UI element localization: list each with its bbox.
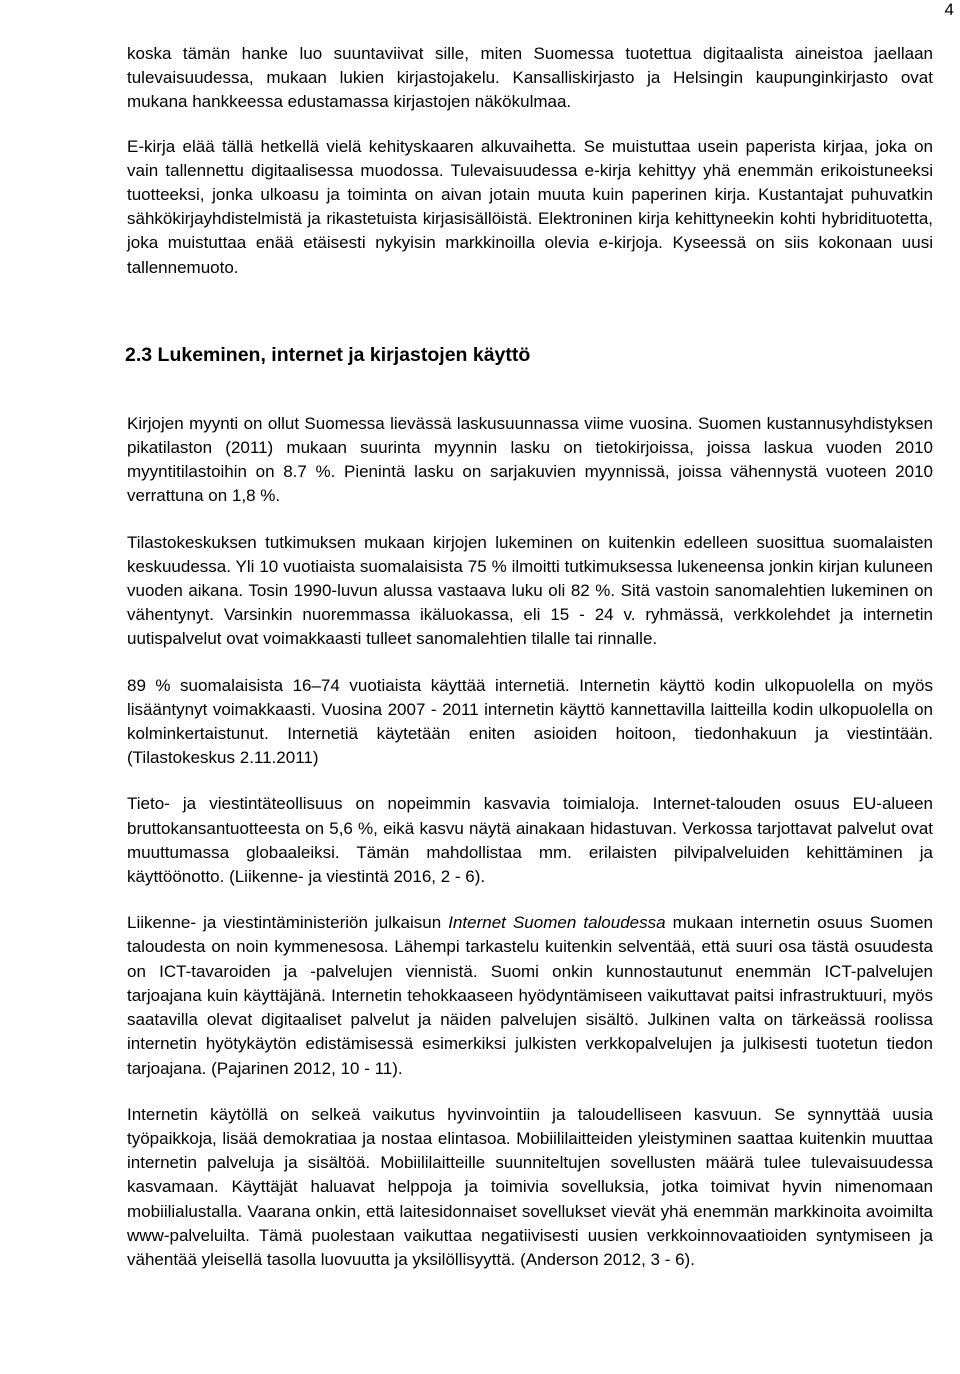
page-number: 4	[944, 0, 954, 19]
report-title: Internet Suomen taloudessa	[448, 913, 666, 933]
document-body	[127, 42, 933, 1272]
paragraph-internet-usage: 89 % suomalaisista 16–74 vuotiaista käyttää internetiä. Internetin käyttö kodin ulkopuolella on myös lisääntynyt voimakkaasti. Vuosina 2007 - 2011 internetin käyttö kannettavilla laitteilla kodin ulkopuolella on kolminkertaistunut. Internetiä käytetään eniten asioiden hoitoon, tiedonhakuun ja viestintään. (Tilastokeskus 2.11.2011)	[127, 675, 933, 768]
paragraph-ict-industry: Tieto- ja viestintäteollisuus on nopeimmin kasvavia toimialoja. Internet-talouden osuus EU-alueen bruttokansantuotteesta on 5,6 %, eikä kasvu näytä ainakaan hidastuvan. Verkossa tarjottavat palvelut ovat muuttumassa globaaleiksi. Tämän mahdollistaa mm. erilaisten pilvipalveluiden kehittäminen ja käyttöönotto. (Liikenne- ja viestintä 2016, 2 - 6).	[127, 794, 933, 887]
paragraph-internet-economy	[127, 911, 933, 1080]
section-number: 2.3	[125, 343, 153, 366]
section-title: Lukeminen, internet ja kirjastojen käyttö	[157, 343, 531, 366]
report-text-after: mukaan internetin osuus Suomen taloudesta on noin kymmenesosa. Lähempi tarkastelu kuitenkin selventää, että suuri osa tästä osuudesta on ICT-tavaroiden ja -palvelujen viennistä. Suomi onkin kunnostautunut enemmän ICT-palvelujen tarjoajana kuin käyttäjänä. Internetin tehokkaaseen hyödyntämiseen vaikuttavat paitsi infrastruktuuri, myös saatavilla olevat digitaaliset palvelut ja näiden palvelujen sisältö. Julkinen valta on tärkeässä roolissa internetin hyötykäytön edistämisessä esimerkiksi julkisten verkkopalvelujen ja julkisesti tuotetun tiedon tarjoajana. (Pajarinen 2012, 10 - 11).	[127, 913, 933, 1078]
paragraph-mobile-impact: Internetin käytöllä on selkeä vaikutus hyvinvointiin ja taloudelliseen kasvuun. Se synnyttää uusia työpaikkoja, lisää demokratiaa ja nostaa elintasoa. Mobiililaitteiden yleistyminen saattaa kuitenkin muuttaa internetin palveluja ja sisältöä. Mobiililaitteille suunniteltujen sovellusten määrä tulee tulevaisuudessa kasvamaan. Käyttäjät haluavat helppoja ja toimivia sovelluksia, jotka toimivat hyvin nimenomaan mobiilialustalla. Vaarana onkin, että laitesidonnaiset sovellukset vievät yhä enemmän markkinoita avoimilta www-palveluilta. Tämä puolestaan vaikuttaa negatiivisesti uusien verkkoinnovaatioiden syntymiseen ja vähentää yleisellä tasolla luovuutta ja yksilöllisyyttä. (Anderson 2012, 3 - 6).	[127, 1104, 933, 1269]
report-text-before: Liikenne- ja viestintäministeriön julkaisun	[127, 913, 449, 933]
section-body	[127, 412, 933, 1272]
paragraph-digital-distribution: koska tämän hanke luo suuntaviivat sille, miten Suomessa tuotettua digitaalista aineistoa jaellaan tulevaisuudessa, mukaan lukien kirjastojakelu. Kansalliskirjasto ja Helsingin kaupunginkirjasto ovat mukana hankkeessa edustamassa kirjastojen näkökulmaa.	[127, 44, 933, 112]
paragraph-ebook-development: E-kirja elää tällä hetkellä vielä kehityskaaren alkuvaihetta. Se muistuttaa usein paperista kirjaa, joka on vain tallennettu digitaalisessa muodossa. Tulevaisuudessa e-kirja kehittyy yhä enemmän erikoistuneeksi tuotteeksi, jonka ulkoasu ja toiminta on aivan jotain muuta kuin paperinen kirja. Kustantajat puhuvatkin sähkökirjayhdistelmistä ja rikastetuista kirjasisällöistä. Elektroninen kirja kehittyneekin kohti hybridituotetta, joka muistuttaa enää etäisesti nykyisin markkinoilla olevia e-kirjoja. Kyseessä on siis kokonaan uusi tallennemuoto.	[127, 136, 933, 277]
paragraph-book-sales: Kirjojen myynti on ollut Suomessa lievässä laskusuunnassa viime vuosina. Suomen kustannusyhdistyksen pikatilaston (2011) mukaan suurinta myynnin lasku on tietokirjoissa, joissa laskua vuoden 2010 myyntitilastoihin on 8.7 %. Pienintä lasku on sarjakuvien myynnissä, joissa vähennystä vuoteen 2010 verrattuna on 1,8 %.	[127, 413, 933, 506]
paragraph-reading-habits: Tilastokeskuksen tutkimuksen mukaan kirjojen lukeminen on kuitenkin edelleen suosittua suomalaisten keskuudessa. Yli 10 vuotiaista suomalaisista 75 % ilmoitti tutkimuksessa lukeneensa jonkin kirjan kuluneen vuoden aikana. Tosin 1990-luvun alussa vastaava luku oli 82 %. Sitä vastoin sanomalehtien lukeminen on vähentynyt. Varsinkin nuoremmassa ikäluokassa, eli 15 - 24 v. ryhmässä, verkkolehdet ja internetin uutispalvelut ovat voimakkaasti tulleet sanomalehtien tilalle tai rinnalle.	[127, 532, 933, 649]
section-heading	[125, 342, 933, 368]
